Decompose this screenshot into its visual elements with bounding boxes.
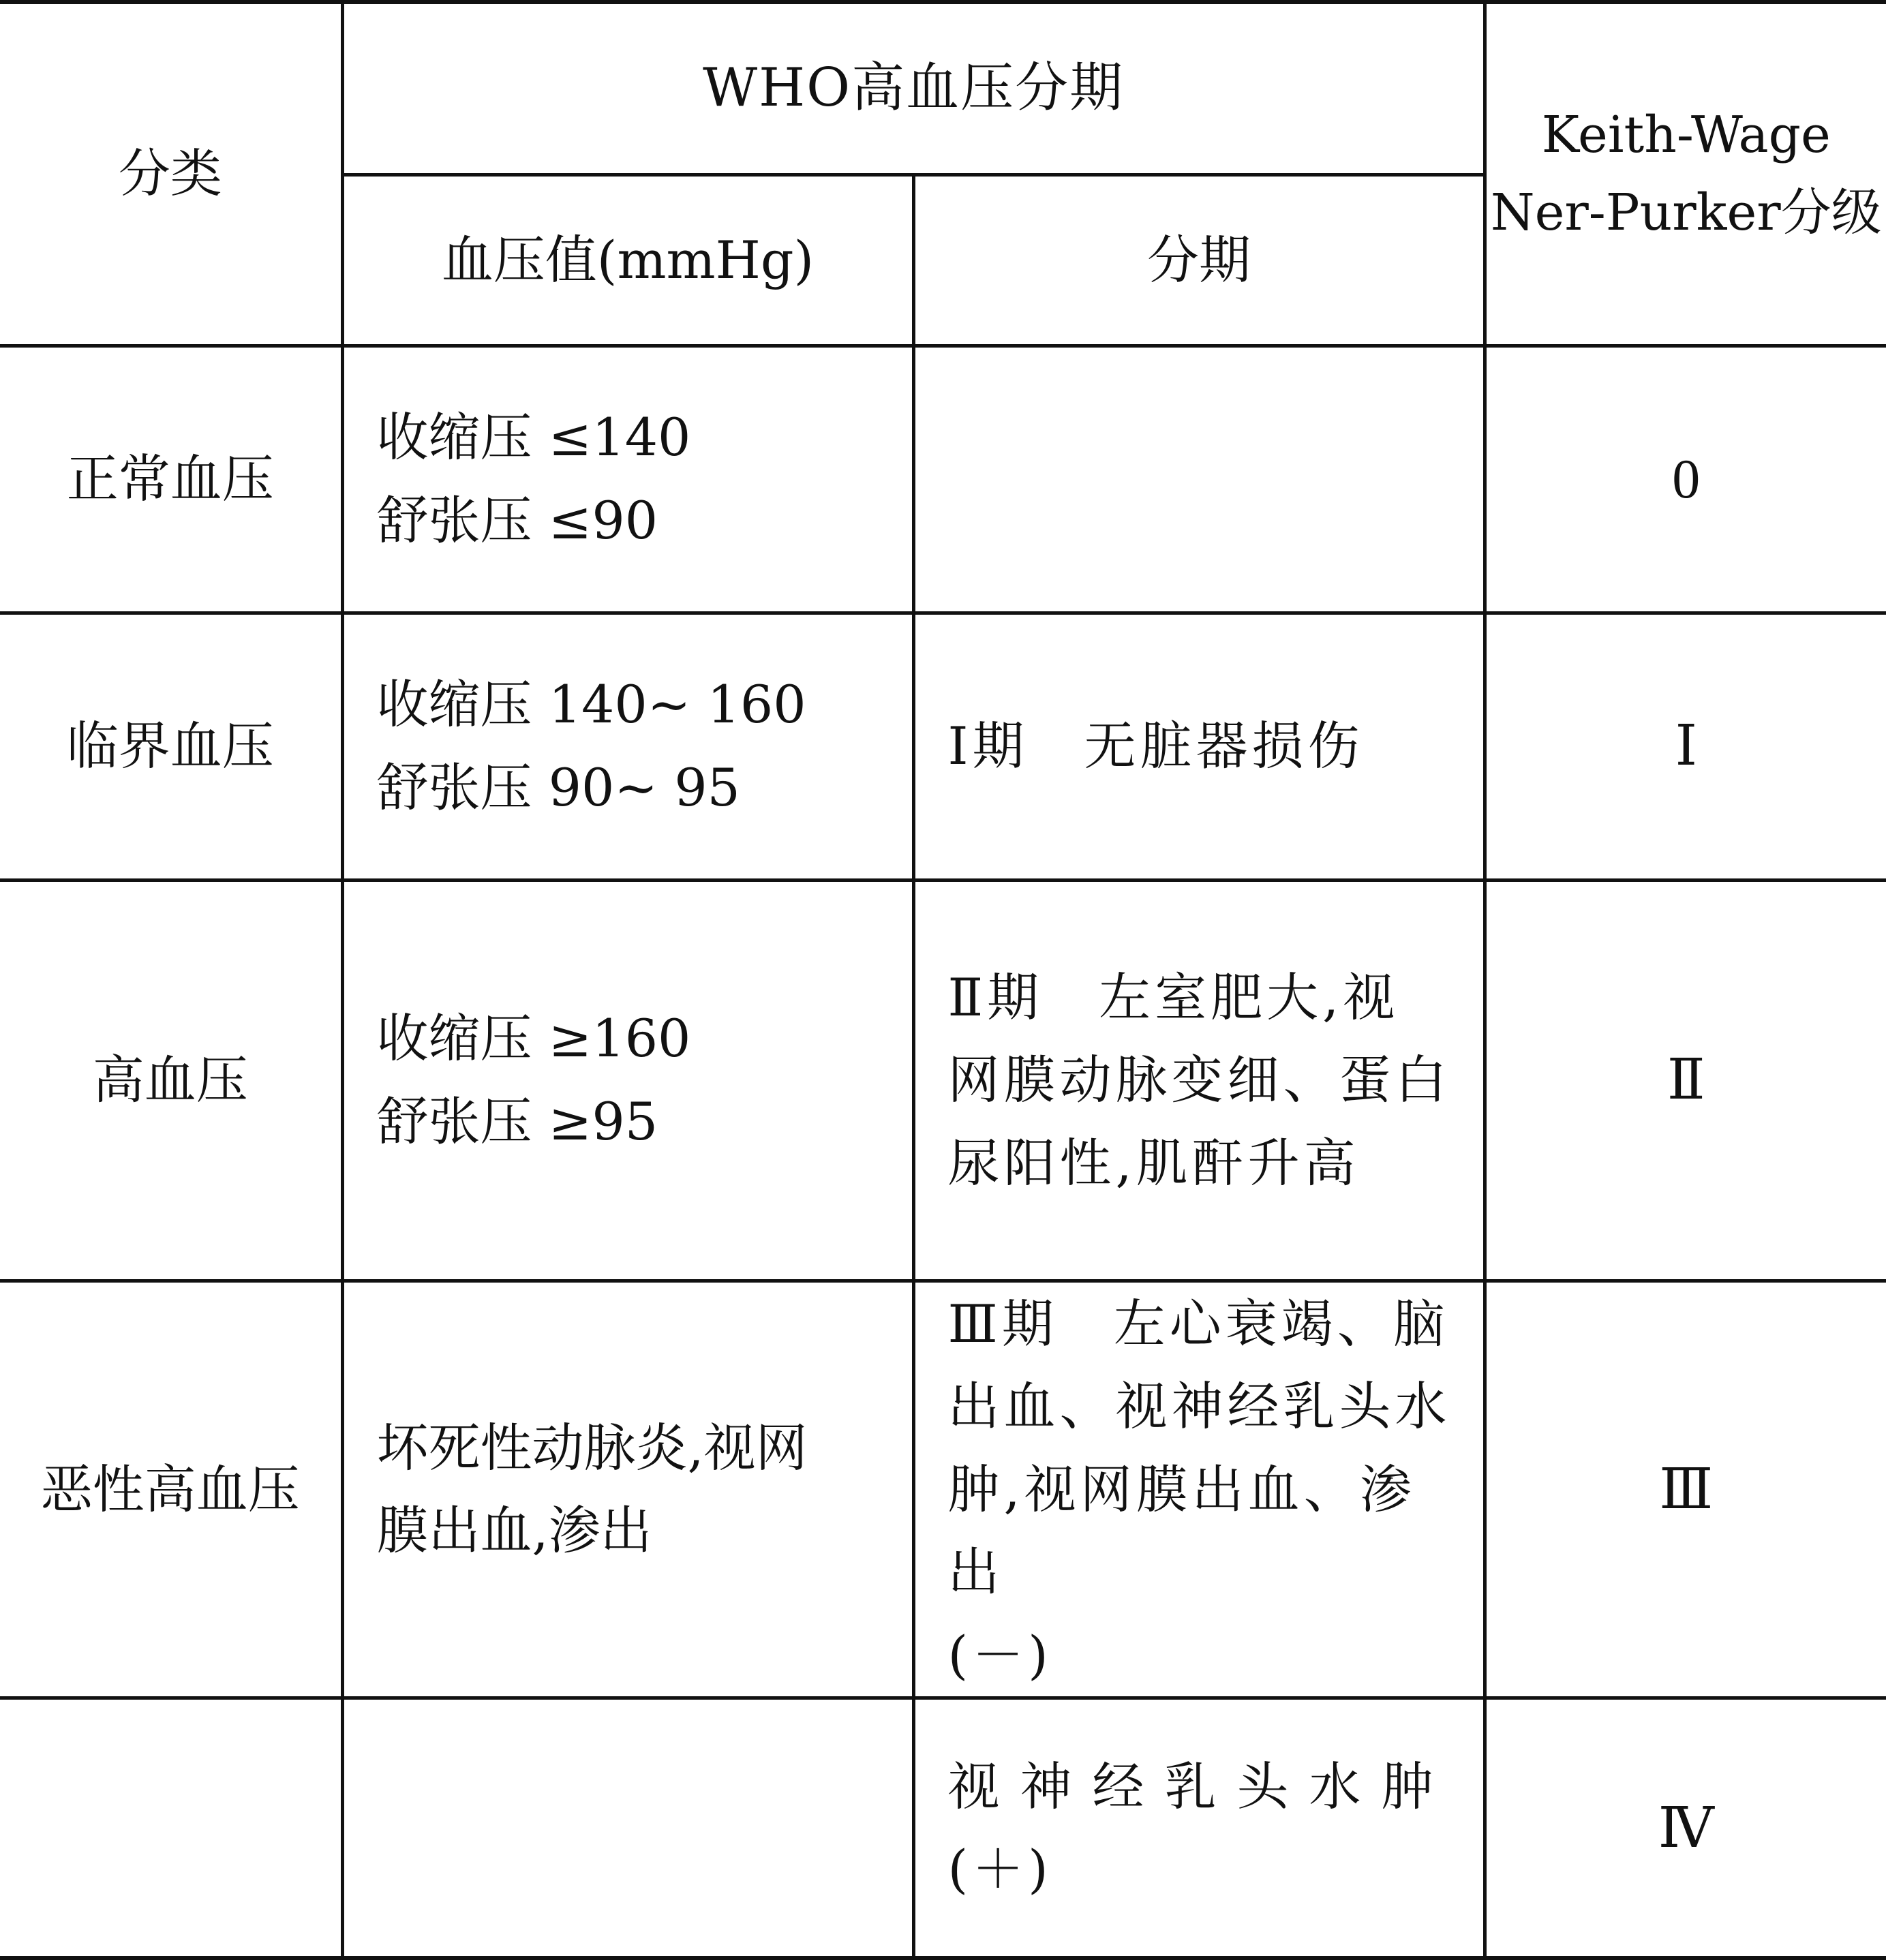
header-bp-value: 血压值(mmHg): [342, 174, 913, 346]
header-kw-grade: [1485, 2, 1886, 346]
bp-diastolic: 舒张压 ≤90: [376, 490, 658, 551]
bp-desc-line: 坏死性动脉炎,视网: [376, 1417, 808, 1478]
row-stage: [913, 346, 1485, 613]
row-grade: Ⅲ: [1485, 1281, 1886, 1698]
stage-line: Ⅰ期 无脏器损伤: [947, 716, 1364, 777]
table-row: [0, 1281, 1886, 1698]
stage-line: Ⅱ期 左室肥大,视: [947, 966, 1399, 1028]
bp-systolic: 收缩压 ≤140: [376, 407, 691, 468]
header-row-top: [0, 2, 1886, 174]
header-stage: 分期: [913, 174, 1485, 346]
header-kw-line2: Ner-Purker分级: [1490, 183, 1882, 243]
header-kw-line1: Keith-Wage: [1541, 105, 1831, 164]
stage-line: Ⅲ期 左心衰竭、脑: [947, 1293, 1449, 1354]
stage-line: 视神经乳头水肿: [947, 1756, 1454, 1817]
table-row: [0, 880, 1886, 1281]
row-grade: Ⅳ: [1485, 1698, 1886, 1958]
table-row: [0, 346, 1886, 613]
stage-line: 尿阳性,肌酐升高: [947, 1132, 1360, 1193]
bp-diastolic: 舒张压 90~ 95: [376, 757, 740, 818]
row-stage: [913, 1698, 1485, 1958]
bp-diastolic: 舒张压 ≥95: [376, 1091, 658, 1152]
table-row: [0, 1698, 1886, 1958]
row-category: 临界血压: [0, 613, 342, 880]
stage-line: (＋): [947, 1839, 1052, 1900]
row-category: 恶性高血压: [0, 1281, 342, 1698]
row-stage: [913, 880, 1485, 1281]
stage-line: (－): [947, 1624, 1052, 1685]
row-category: 正常血压: [0, 346, 342, 613]
row-bp-value: [342, 346, 913, 613]
stage-line: 网膜动脉变细、蛋白: [947, 1050, 1451, 1111]
row-bp-value: [342, 880, 913, 1281]
row-grade: Ⅱ: [1485, 880, 1886, 1281]
row-category: 高血压: [0, 880, 342, 1281]
bp-systolic: 收缩压 140~ 160: [376, 674, 806, 735]
row-grade: Ⅰ: [1485, 613, 1886, 880]
row-stage: [913, 613, 1485, 880]
stage-line: 出血、视神经乳头水: [947, 1376, 1451, 1437]
row-bp-value: [342, 613, 913, 880]
row-stage: [913, 1281, 1485, 1698]
table-row: [0, 613, 1886, 880]
bp-systolic: 收缩压 ≥160: [376, 1008, 691, 1069]
stage-line: 肿,视网膜出血、渗出: [947, 1458, 1416, 1603]
row-grade: 0: [1485, 346, 1886, 613]
header-who-group: WHO高血压分期: [342, 2, 1485, 174]
bp-desc-line: 膜出血,渗出: [376, 1500, 652, 1561]
header-category: 分类: [0, 2, 342, 346]
row-bp-value: [342, 1281, 913, 1698]
row-bp-value: [342, 1698, 913, 1958]
row-category: [0, 1698, 342, 1958]
